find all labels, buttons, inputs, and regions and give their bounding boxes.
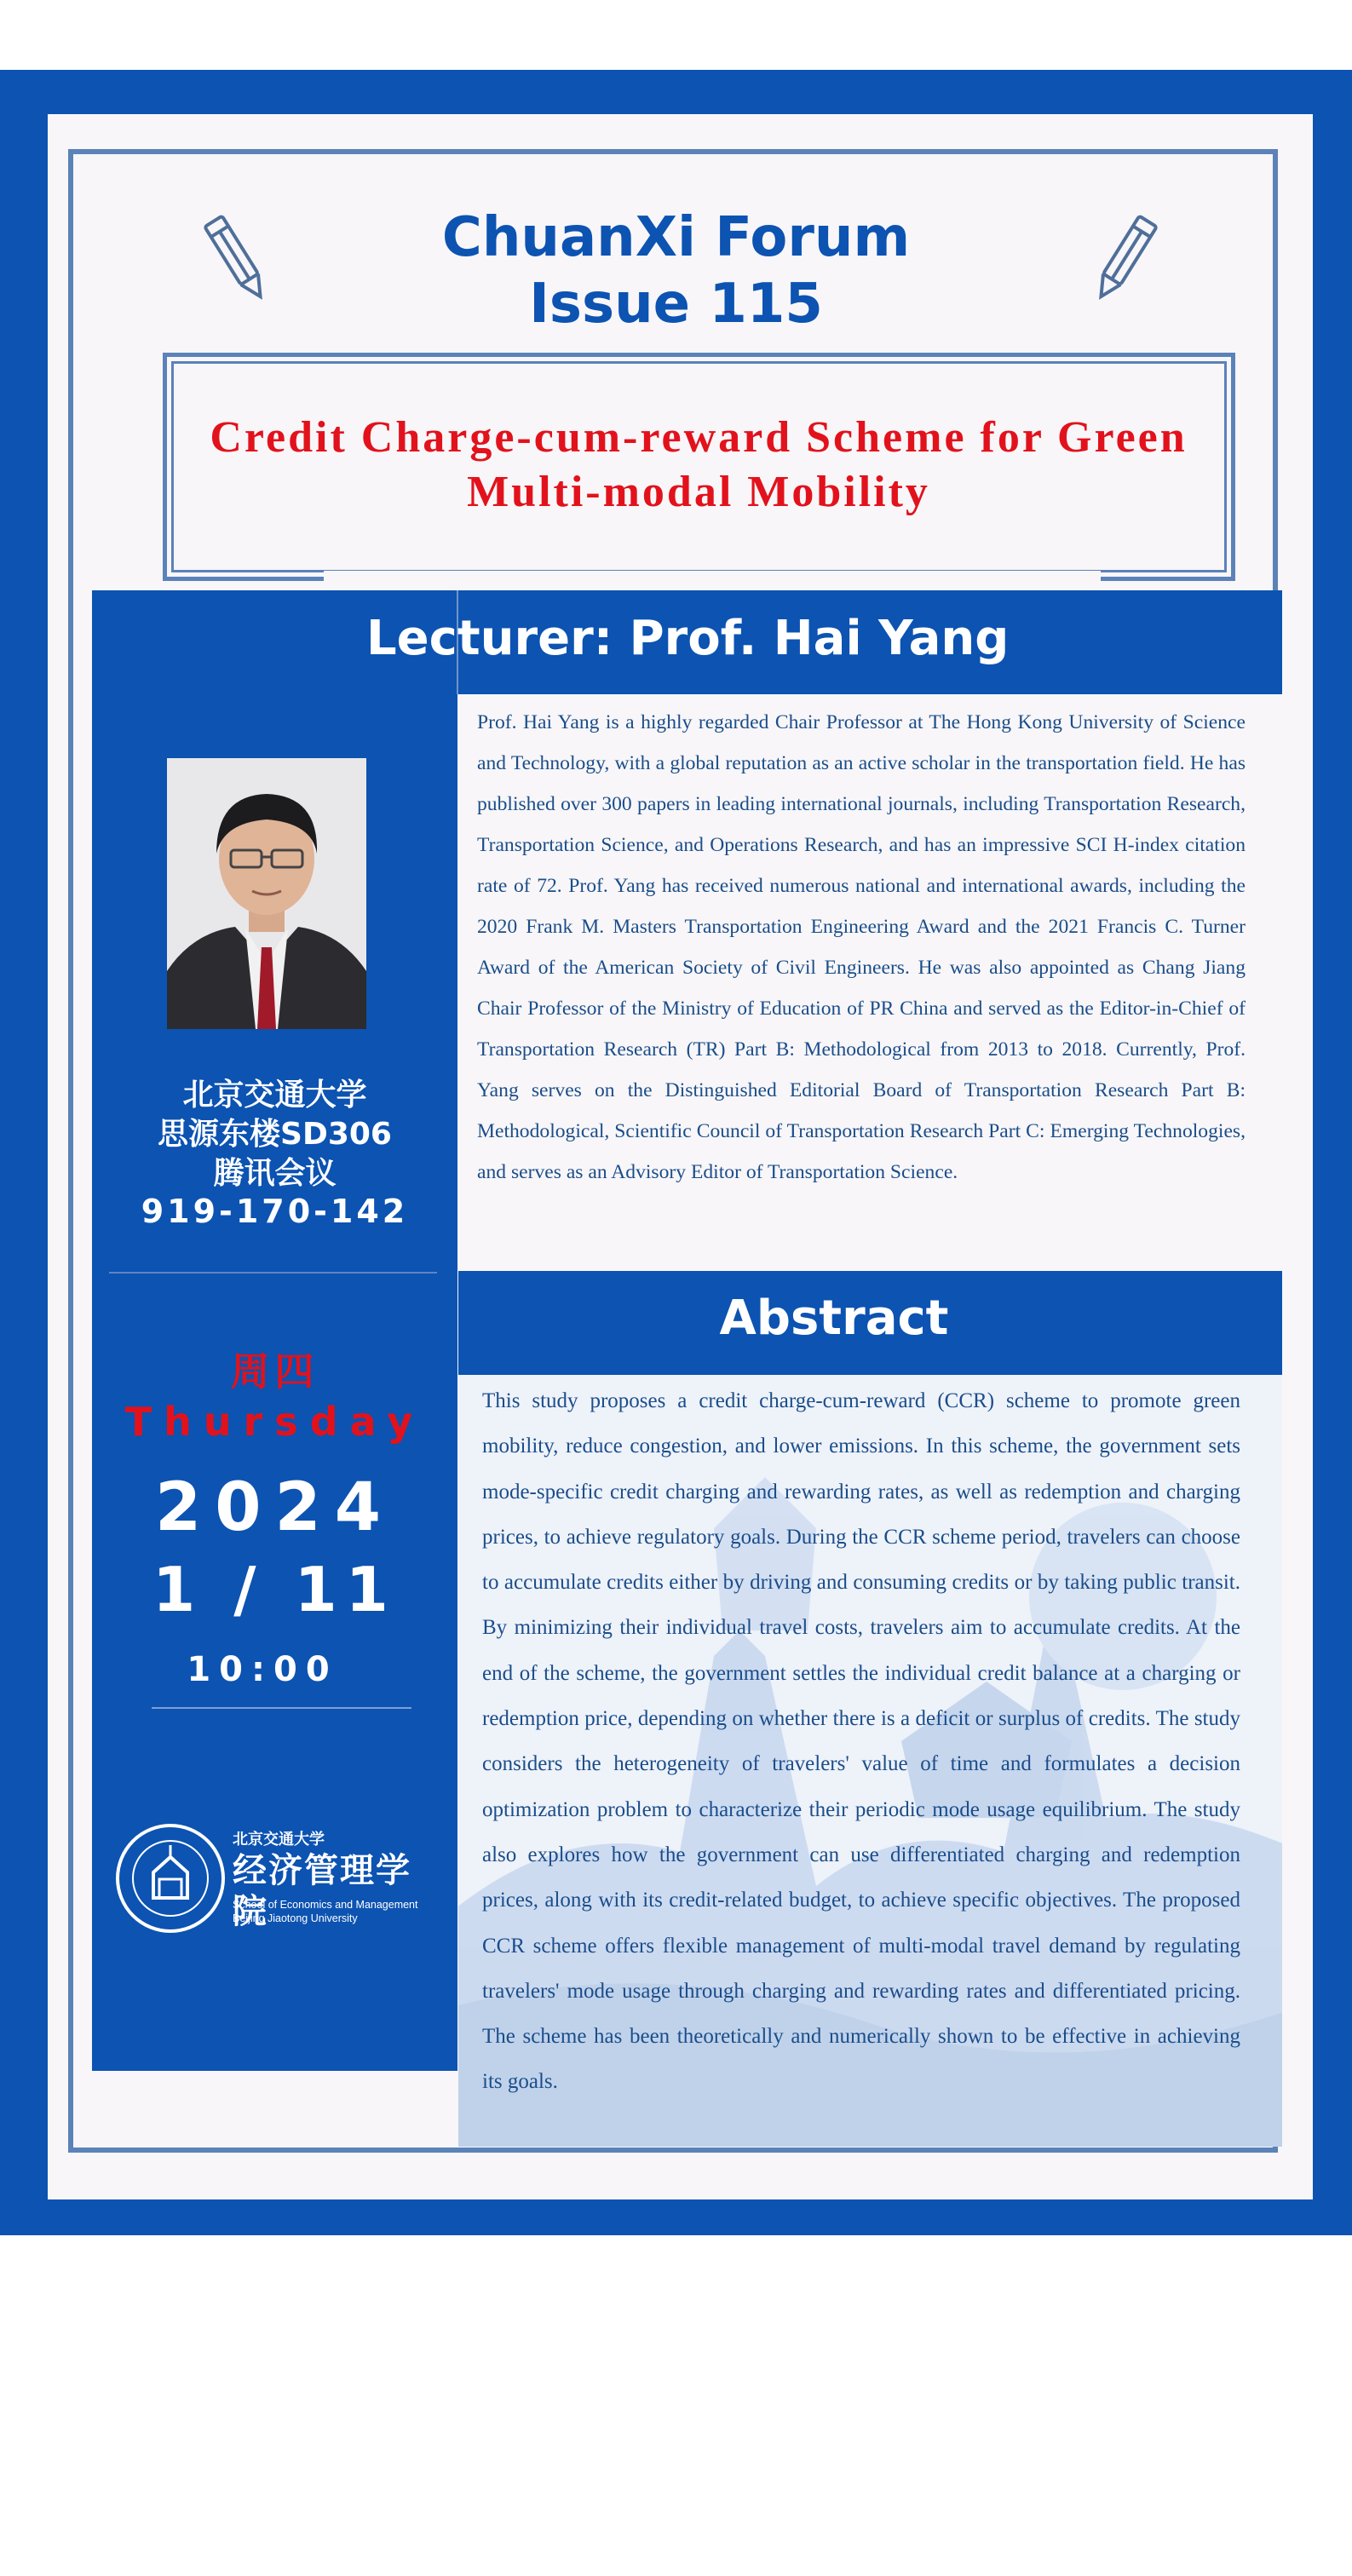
venue-platform: 腾讯会议 (213, 1156, 337, 1191)
event-date: 1 / 11 (152, 1554, 397, 1625)
lecturer-bio: Prof. Hai Yang is a highly regarded Chair Professor at The Hong Kong University of Science and Technology, with a global reputation as an active scholar in the transportation field. He has published over 300 papers in leading international journals, including Transportation Research, Transportation Science, and Operations Research, and has an impressive SCI H-index citation rate of 72. Prof. Yang has received numerous national and international awards, including the 2020 Frank M. Masters Transportation Engineering Award and the 2021 Francis C. Turner Award of the American Society of Civil Engineers. He was also appointed as Chang Jiang Chair Professor of the Ministry of Education of PR China and served as the Editor-in-Chief of Transportation Research (TR) Part B: Methodological from 2013 to 2018. Currently, Prof. Yang serves on the Distinguished Editorial Board of Transportation Research Part B: Methodological, Scientific Council of Transportation Research Part C: Emerging Technologies, and serves as an Advisory Editor of Transportation Science. (477, 711, 1246, 1183)
venue-room: 思源东楼SD306 (158, 1117, 392, 1152)
talk-title-line: Credit Charge-cum-reward Scheme for Green (210, 413, 1188, 462)
event-year: 2024 (154, 1469, 395, 1546)
lecturer-heading: Lecturer: Prof. Hai Yang (366, 611, 1010, 666)
talk-title-line: Multi-modal Mobility (467, 468, 930, 516)
school-logo (115, 1823, 439, 1934)
weekday-cn: 周四 (230, 1348, 319, 1394)
sidebar-divider (152, 1707, 411, 1709)
school-name-cn: 北京交通大学 (233, 1831, 325, 1849)
forum-name: ChuanXi Forum (441, 206, 911, 269)
talk-title (170, 411, 1227, 520)
forum-issue: Issue 115 (529, 273, 823, 336)
sidebar-divider (109, 1272, 437, 1274)
faculty-name-cn: 经济管理学院 (233, 1850, 411, 1931)
weekday-en: Thursday (124, 1399, 425, 1445)
title-frame-gap (324, 571, 1101, 583)
faculty-name-en: School of Economics and Management (233, 1899, 418, 1911)
meeting-id: 919-170-142 (141, 1193, 409, 1230)
university-seal-icon (115, 1823, 226, 1934)
abstract-heading: Abstract (719, 1291, 949, 1346)
university-name-en: Beijing Jiaotong University (233, 1912, 358, 1924)
venue-university: 北京交通大学 (182, 1078, 367, 1113)
lecturer-photo (167, 758, 366, 1029)
event-time: 10:00 (187, 1650, 338, 1689)
abstract-text: This study proposes a credit charge-cum-reward (CCR) scheme to promote green mobility, reduce congestion, and lower emissions. In this scheme, the government sets mode-specific credit charging and rewarding rates, as well as redemption and charging prices, to achieve regulatory goals. During the CCR scheme period, travelers can choose to accumulate credits either by driving and consuming credits or by taking public transit. By minimizing their individual travel costs, travelers aim to accumulate credits. At the end of the scheme, the government settles the individual credit balance at a charging or redemption price, depending on whether there is a deficit or surplus of credits. The study considers the heterogeneity of travelers' value of time and formulates a decision optimization problem to characterize their periodic mode usage equilibrium. The study also explores how the government can use differentiated charging and redemption prices, along with its credit-related budget, to achieve specific objectives. The proposed CCR scheme offers flexible management of multi-modal travel demand by regulating travelers' mode usage through charging and rewarding rates and differentiated pricing. The scheme has been theoretically and numerically shown to be effective in achieving its goals. (482, 1389, 1240, 2094)
